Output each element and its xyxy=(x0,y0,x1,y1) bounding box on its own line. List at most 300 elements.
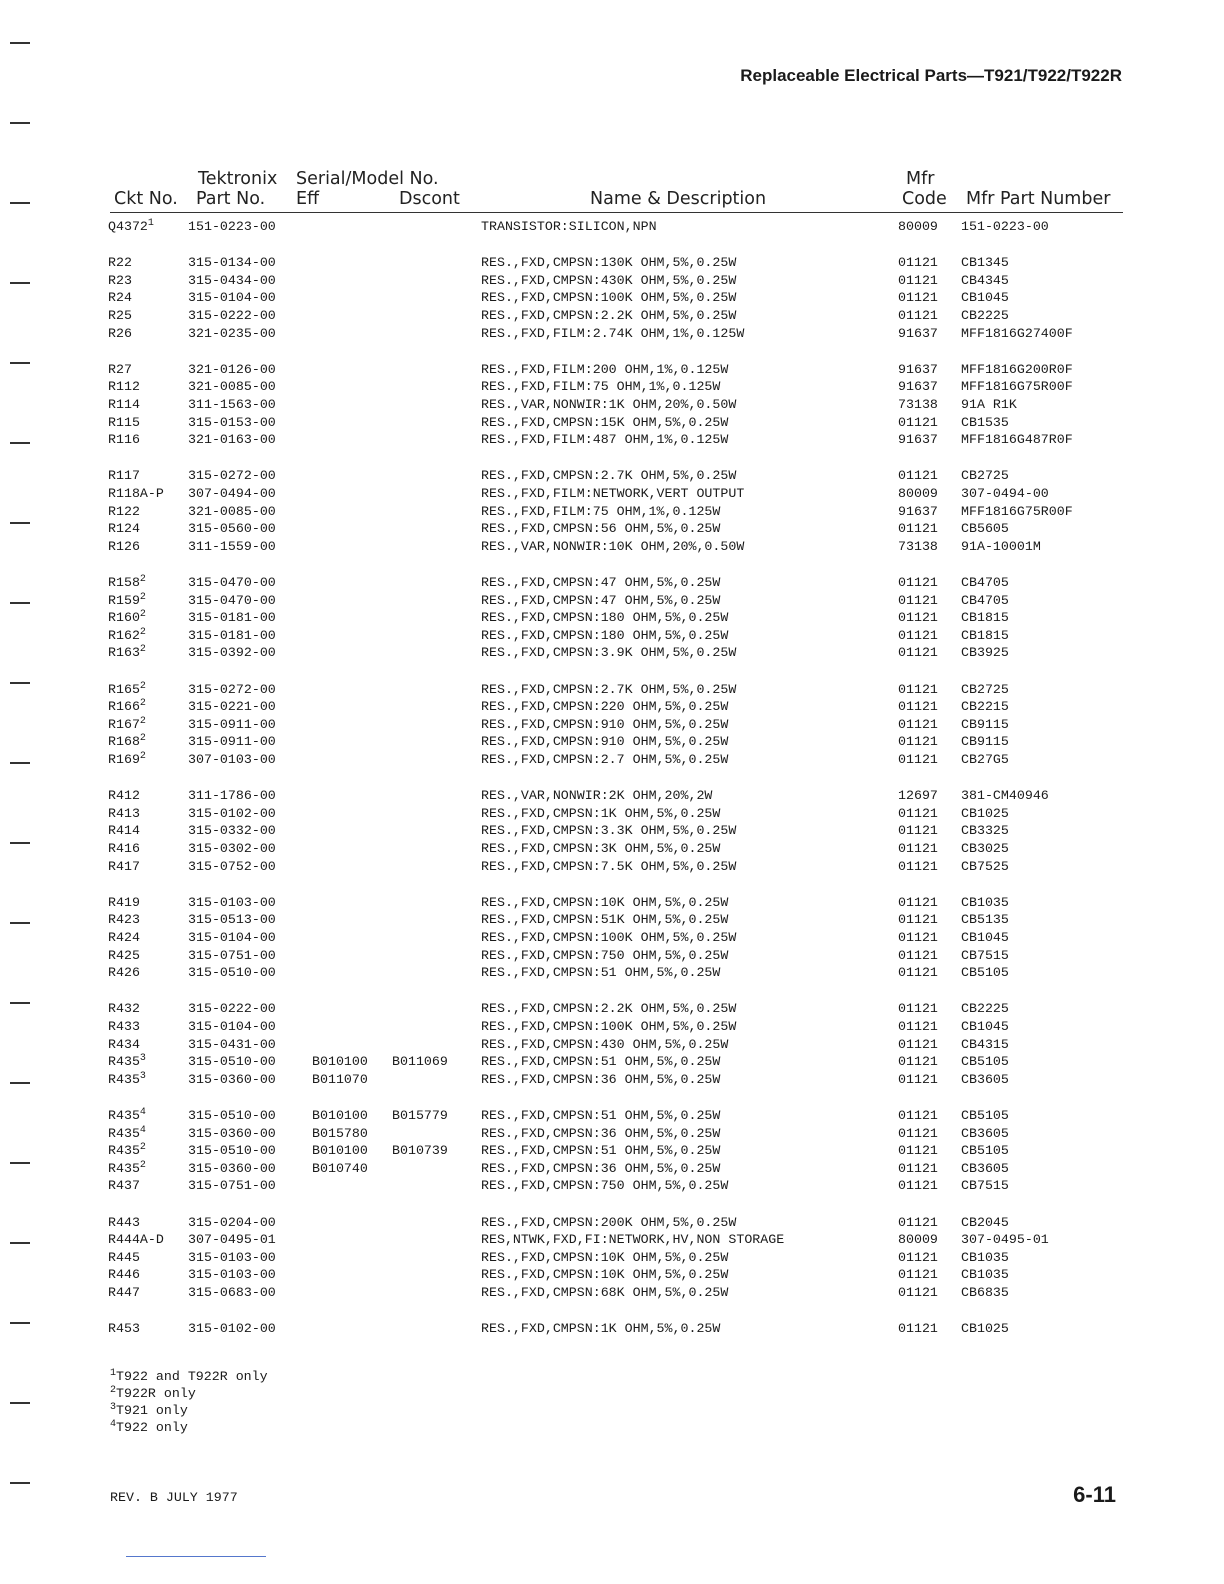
footnote: $^4$T922 only xyxy=(110,1419,188,1435)
mfr-part-number: CB2225 xyxy=(961,1001,1009,1017)
ckt-no: R23 xyxy=(108,272,132,288)
part-no: 315-0102-00 xyxy=(188,805,276,821)
col-tektronix: Tektronix xyxy=(198,169,278,189)
ckt-no: R126 xyxy=(108,538,140,554)
description: RES.,FXD,CMPSN:430 OHM,5%,0.25W xyxy=(481,1036,729,1052)
ckt-no: R27 xyxy=(108,361,132,377)
ckt-no: $R435^4$ xyxy=(108,1107,146,1123)
mfr-code: 01121 xyxy=(898,414,938,430)
ckt-no: R445 xyxy=(108,1249,140,1265)
col-code: Code xyxy=(902,189,947,209)
description: RES.,FXD,CMPSN:10K OHM,5%,0.25W xyxy=(481,1267,729,1283)
description: RES.,FXD,CMPSN:51 OHM,5%,0.25W xyxy=(481,1108,721,1123)
mfr-code: 01121 xyxy=(898,627,938,643)
mfr-code: 73138 xyxy=(898,397,938,412)
mfr-part-number: CB4345 xyxy=(961,272,1009,288)
description: RES.,FXD,FILM:2.74K OHM,1%,0.125W xyxy=(481,325,745,341)
mfr-part-number: CB7515 xyxy=(961,1178,1009,1194)
description: RES.,FXD,CMPSN:2.2K OHM,5%,0.25W xyxy=(481,308,737,323)
mfr-code: 01121 xyxy=(898,1178,938,1194)
ckt-no: R444A-D xyxy=(108,1232,164,1248)
description: RES.,FXD,FILM:75 OHM,1%,0.125W xyxy=(481,503,721,519)
description: RES.,FXD,CMPSN:3.9K OHM,5%,0.25W xyxy=(481,645,737,661)
mfr-code: 80009 xyxy=(898,1232,938,1248)
mfr-code: 01121 xyxy=(898,716,938,732)
part-no: 315-0360-00 xyxy=(188,1125,276,1141)
mfr-code: 01121 xyxy=(898,930,938,945)
part-no: 315-0272-00 xyxy=(188,681,276,697)
mfr-code: 01121 xyxy=(898,699,938,715)
mfr-part-number: CB1045 xyxy=(961,1019,1009,1034)
mfr-code: 01121 xyxy=(898,681,938,697)
mfr-code: 01121 xyxy=(898,965,938,981)
description: RES.,FXD,CMPSN:750 OHM,5%,0.25W xyxy=(481,1178,729,1194)
part-no: 315-0510-00 xyxy=(188,965,276,981)
part-no: 307-0103-00 xyxy=(188,752,276,767)
binding-mark xyxy=(10,362,30,364)
ckt-no: $R163^2$ xyxy=(108,644,146,661)
serial-dscont: B015779 xyxy=(392,1108,448,1123)
description: RES.,FXD,CMPSN:51K OHM,5%,0.25W xyxy=(481,912,729,928)
mfr-code: 01121 xyxy=(898,308,938,323)
mfr-part-number: CB3025 xyxy=(961,841,1009,856)
footnotes xyxy=(110,1368,268,1436)
col-eff: Eff xyxy=(296,189,320,209)
part-no: 315-0204-00 xyxy=(188,1214,276,1230)
part-no: 315-0510-00 xyxy=(188,1143,276,1159)
mfr-code: 01121 xyxy=(898,645,938,661)
ckt-no: R432 xyxy=(108,1001,140,1017)
description: RES.,FXD,CMPSN:910 OHM,5%,0.25W xyxy=(481,734,729,750)
ckt-no: R447 xyxy=(108,1285,140,1300)
mfr-part-number: CB6835 xyxy=(961,1285,1009,1300)
ckt-no: $R168^2$ xyxy=(108,733,146,750)
ckt-no: $R160^2$ xyxy=(108,609,146,626)
ckt-no: R124 xyxy=(108,521,140,537)
mfr-part-number: CB5105 xyxy=(961,965,1009,981)
mfr-part-number: CB1045 xyxy=(961,290,1009,306)
description: RES.,FXD,CMPSN:750 OHM,5%,0.25W xyxy=(481,947,729,963)
serial-dscont: B011069 xyxy=(392,1054,448,1070)
mfr-code: 01121 xyxy=(898,1001,938,1017)
ckt-no: R417 xyxy=(108,858,140,874)
ckt-no: $R435^3$ xyxy=(108,1070,146,1087)
mfr-code: 91637 xyxy=(898,379,938,395)
mfr-part-number: CB1025 xyxy=(961,805,1009,821)
binding-mark xyxy=(10,1242,30,1244)
mfr-part-number: 307-0494-00 xyxy=(961,486,1049,501)
description: RES.,FXD,CMPSN:51 OHM,5%,0.25W xyxy=(481,965,721,981)
binding-mark xyxy=(10,922,30,924)
col-mfr-part-number: Mfr Part Number xyxy=(966,189,1111,209)
description: RES.,FXD,CMPSN:56 OHM,5%,0.25W xyxy=(481,521,721,537)
description: RES.,FXD,CMPSN:47 OHM,5%,0.25W xyxy=(481,575,721,590)
description: RES.,FXD,CMPSN:36 OHM,5%,0.25W xyxy=(481,1160,721,1176)
ckt-no: R116 xyxy=(108,432,140,448)
ckt-no: R419 xyxy=(108,894,140,910)
mfr-code: 01121 xyxy=(898,1160,938,1176)
ckt-no: $R435^3$ xyxy=(108,1053,146,1070)
part-no: 315-0470-00 xyxy=(188,592,276,608)
ckt-no: R434 xyxy=(108,1036,140,1052)
part-no: 315-0221-00 xyxy=(188,699,276,715)
mfr-code: 01121 xyxy=(898,521,938,537)
description: RES.,FXD,CMPSN:2.7K OHM,5%,0.25W xyxy=(481,468,737,484)
description: RES.,FXD,CMPSN:36 OHM,5%,0.25W xyxy=(481,1125,721,1141)
part-no: 307-0494-00 xyxy=(188,486,276,501)
part-no: 315-0360-00 xyxy=(188,1160,276,1176)
ckt-no: R443 xyxy=(108,1214,140,1230)
mfr-part-number: CB1035 xyxy=(961,1249,1009,1265)
part-no: 315-0153-00 xyxy=(188,414,276,430)
mfr-part-number: CB4705 xyxy=(961,592,1009,608)
part-no: 315-0752-00 xyxy=(188,858,276,874)
mfr-code: 01121 xyxy=(898,255,938,271)
part-no: 315-0103-00 xyxy=(188,1267,276,1283)
ckt-no: R414 xyxy=(108,823,140,839)
mfr-code: 01121 xyxy=(898,1249,938,1265)
part-no: 315-0470-00 xyxy=(188,575,276,590)
part-no: 311-1786-00 xyxy=(188,788,276,804)
ckt-no: R413 xyxy=(108,805,140,821)
mfr-part-number: CB2725 xyxy=(961,468,1009,484)
mfr-part-number: CB1045 xyxy=(961,930,1009,945)
binding-mark xyxy=(10,842,30,844)
ckt-no: R117 xyxy=(108,468,140,484)
mfr-part-number: CB3325 xyxy=(961,823,1009,839)
part-no: 315-0560-00 xyxy=(188,521,276,537)
mfr-part-number: CB1035 xyxy=(961,1267,1009,1283)
ckt-no: R122 xyxy=(108,503,140,519)
part-no: 315-0181-00 xyxy=(188,627,276,643)
description: RES.,FXD,CMPSN:15K OHM,5%,0.25W xyxy=(481,414,729,430)
binding-mark xyxy=(10,1002,30,1004)
mfr-part-number: CB1535 xyxy=(961,414,1009,430)
part-no: 315-0392-00 xyxy=(188,645,276,661)
serial-dscont: B010739 xyxy=(392,1143,448,1159)
binding-mark xyxy=(10,602,30,604)
ckt-no: R437 xyxy=(108,1178,140,1194)
mfr-code: 01121 xyxy=(898,1125,938,1141)
part-no: 321-0085-00 xyxy=(188,503,276,519)
col-mfr: Mfr xyxy=(906,169,935,189)
part-no: 315-0510-00 xyxy=(188,1054,276,1070)
binding-mark xyxy=(10,282,30,284)
description: RES.,VAR,NONWIR:10K OHM,20%,0.50W xyxy=(481,538,745,554)
description: RES.,FXD,CMPSN:47 OHM,5%,0.25W xyxy=(481,592,721,608)
mfr-code: 01121 xyxy=(898,912,938,928)
description: RES.,FXD,CMPSN:2.7 OHM,5%,0.25W xyxy=(481,752,729,767)
ckt-no: R26 xyxy=(108,325,132,341)
footnote: $^3$T921 only xyxy=(110,1402,188,1418)
mfr-code: 01121 xyxy=(898,1054,938,1070)
mfr-part-number: CB1035 xyxy=(961,894,1009,910)
mfr-code: 01121 xyxy=(898,1071,938,1087)
part-no: 315-0222-00 xyxy=(188,308,276,323)
mfr-code: 01121 xyxy=(898,1036,938,1052)
part-no: 315-0104-00 xyxy=(188,1019,276,1034)
mfr-part-number: CB5605 xyxy=(961,521,1009,537)
part-no: 315-0751-00 xyxy=(188,1178,276,1194)
part-no: 315-0181-00 xyxy=(188,610,276,626)
serial-eff: B010100 xyxy=(312,1108,368,1123)
part-no: 311-1559-00 xyxy=(188,538,276,554)
mfr-part-number: CB4705 xyxy=(961,575,1009,590)
mfr-part-number: CB9115 xyxy=(961,716,1009,732)
page-number: 6-11 xyxy=(1073,1482,1116,1507)
description: RES.,FXD,FILM:200 OHM,1%,0.125W xyxy=(481,361,729,377)
description: RES.,FXD,CMPSN:180 OHM,5%,0.25W xyxy=(481,627,729,643)
ckt-no: R114 xyxy=(108,397,140,412)
binding-mark xyxy=(10,762,30,764)
part-no: 311-1563-00 xyxy=(188,397,276,412)
description: RES.,FXD,CMPSN:220 OHM,5%,0.25W xyxy=(481,699,729,715)
description: RES.,FXD,CMPSN:910 OHM,5%,0.25W xyxy=(481,716,729,732)
part-no: 321-0085-00 xyxy=(188,379,276,395)
col-name-description: Name & Description xyxy=(590,189,767,209)
ckt-no: R423 xyxy=(108,912,140,928)
footnote: $^2$T922R only xyxy=(110,1385,196,1401)
page-header-title: Replaceable Electrical Parts—T921/T922/T922R xyxy=(740,66,1122,85)
description: RES.,FXD,CMPSN:1K OHM,5%,0.25W xyxy=(481,1321,721,1337)
ckt-no: $R435^2$ xyxy=(108,1142,146,1159)
binding-mark xyxy=(10,1402,30,1404)
mfr-part-number: CB7515 xyxy=(961,947,1009,963)
mfr-part-number: CB2225 xyxy=(961,308,1009,323)
part-no: 315-0103-00 xyxy=(188,894,276,910)
description: RES.,VAR,NONWIR:2K OHM,20%,2W xyxy=(481,788,713,804)
binding-mark xyxy=(10,442,30,444)
mfr-part-number: 91A-10001M xyxy=(961,538,1041,554)
binding-mark xyxy=(10,202,30,204)
mfr-code: 01121 xyxy=(898,823,938,839)
ckt-no: $R435^2$ xyxy=(108,1159,146,1176)
col-serial-model: Serial/Model No. xyxy=(296,169,439,189)
mfr-code: 01121 xyxy=(898,575,938,590)
description: RES.,FXD,FILM:75 OHM,1%,0.125W xyxy=(481,379,721,395)
part-no: 315-0104-00 xyxy=(188,930,276,945)
mfr-part-number: CB1345 xyxy=(961,255,1009,271)
ckt-no: $R167^2$ xyxy=(108,715,146,732)
mfr-part-number: CB7525 xyxy=(961,858,1009,874)
description: RES.,FXD,CMPSN:130K OHM,5%,0.25W xyxy=(481,255,737,271)
description: RES.,FXD,CMPSN:51 OHM,5%,0.25W xyxy=(481,1054,721,1070)
ckt-no: R446 xyxy=(108,1267,140,1283)
serial-eff: B010740 xyxy=(312,1160,368,1176)
mfr-code: 01121 xyxy=(898,1285,938,1300)
ckt-no: R115 xyxy=(108,414,140,430)
description: RES.,FXD,CMPSN:36 OHM,5%,0.25W xyxy=(481,1071,721,1087)
mfr-code: 80009 xyxy=(898,219,938,234)
description: RES.,FXD,CMPSN:180 OHM,5%,0.25W xyxy=(481,610,729,626)
ckt-no: R118A-P xyxy=(108,486,164,501)
ckt-no: R453 xyxy=(108,1321,140,1337)
description: RES.,FXD,CMPSN:3K OHM,5%,0.25W xyxy=(481,841,721,856)
part-no: 151-0223-00 xyxy=(188,219,276,234)
ckt-no: R412 xyxy=(108,788,140,804)
mfr-part-number: CB4315 xyxy=(961,1036,1009,1052)
footnote: $^1$T922 and T922R only xyxy=(110,1368,268,1384)
part-no: 315-0302-00 xyxy=(188,841,276,856)
mfr-code: 73138 xyxy=(898,538,938,554)
binding-mark xyxy=(10,1322,30,1324)
part-no: 315-0911-00 xyxy=(188,734,276,750)
mfr-part-number: CB9115 xyxy=(961,734,1009,750)
part-no: 315-0911-00 xyxy=(188,716,276,732)
col-ckt-no: Ckt No. xyxy=(114,189,178,209)
part-no: 321-0163-00 xyxy=(188,432,276,448)
description: RES.,FXD,CMPSN:2.7K OHM,5%,0.25W xyxy=(481,681,737,697)
binding-mark xyxy=(10,1162,30,1164)
mfr-part-number: MFF1816G487R0F xyxy=(961,432,1073,448)
description: RES.,FXD,CMPSN:100K OHM,5%,0.25W xyxy=(481,930,737,945)
col-part-no: Part No. xyxy=(196,189,266,209)
mfr-code: 01121 xyxy=(898,290,938,306)
part-no: 307-0495-01 xyxy=(188,1232,276,1248)
mfr-part-number: 151-0223-00 xyxy=(961,219,1049,234)
description: RES.,FXD,CMPSN:10K OHM,5%,0.25W xyxy=(481,894,729,910)
ckt-no: R24 xyxy=(108,290,132,306)
description: RES.,FXD,CMPSN:100K OHM,5%,0.25W xyxy=(481,290,737,306)
mfr-part-number: CB2045 xyxy=(961,1214,1009,1230)
mfr-code: 91637 xyxy=(898,503,938,519)
mfr-part-number: CB3605 xyxy=(961,1160,1009,1176)
part-no: 315-0332-00 xyxy=(188,823,276,839)
description: RES.,FXD,CMPSN:10K OHM,5%,0.25W xyxy=(481,1249,729,1265)
part-no: 315-0683-00 xyxy=(188,1285,276,1300)
binding-mark xyxy=(10,522,30,524)
description: RES,NTWK,FXD,FI:NETWORK,HV,NON STORAGE xyxy=(481,1232,785,1248)
binding-mark xyxy=(10,122,30,124)
mfr-code: 01121 xyxy=(898,841,938,856)
col-dscont: Dscont xyxy=(399,189,460,209)
serial-eff: B015780 xyxy=(312,1125,368,1141)
description: RES.,FXD,CMPSN:3.3K OHM,5%,0.25W xyxy=(481,823,737,839)
mfr-part-number: CB2215 xyxy=(961,699,1009,715)
mfr-part-number: CB5105 xyxy=(961,1108,1009,1123)
binding-mark xyxy=(10,1482,30,1484)
scan-artifact-line xyxy=(126,1556,266,1557)
part-no: 315-0104-00 xyxy=(188,290,276,306)
mfr-code: 91637 xyxy=(898,432,938,448)
mfr-part-number: CB5105 xyxy=(961,1054,1009,1070)
description: RES.,FXD,FILM:NETWORK,VERT OUTPUT xyxy=(481,486,745,501)
mfr-part-number: CB1815 xyxy=(961,627,1009,643)
binding-mark xyxy=(10,682,30,684)
mfr-code: 01121 xyxy=(898,272,938,288)
description: RES.,FXD,CMPSN:51 OHM,5%,0.25W xyxy=(481,1143,721,1159)
mfr-code: 01121 xyxy=(898,1019,938,1034)
mfr-code: 01121 xyxy=(898,858,938,874)
ckt-no: $R166^2$ xyxy=(108,698,146,715)
mfr-part-number: MFF1816G75R00F xyxy=(961,503,1073,519)
mfr-part-number: MFF1816G75R00F xyxy=(961,379,1073,395)
serial-eff: B010100 xyxy=(312,1143,368,1159)
mfr-part-number: CB2725 xyxy=(961,681,1009,697)
mfr-code: 01121 xyxy=(898,947,938,963)
mfr-code: 80009 xyxy=(898,486,938,501)
mfr-code: 01121 xyxy=(898,1214,938,1230)
description: RES.,FXD,CMPSN:1K OHM,5%,0.25W xyxy=(481,805,721,821)
ckt-no: R424 xyxy=(108,930,140,945)
description: RES.,FXD,CMPSN:430K OHM,5%,0.25W xyxy=(481,272,737,288)
mfr-part-number: CB1025 xyxy=(961,1321,1009,1337)
part-no: 315-0434-00 xyxy=(188,272,276,288)
ckt-no: $R169^2$ xyxy=(108,751,146,767)
part-no: 315-0102-00 xyxy=(188,1321,276,1337)
mfr-part-number: MFF1816G200R0F xyxy=(961,361,1073,377)
part-no: 315-0513-00 xyxy=(188,912,276,928)
mfr-code: 01121 xyxy=(898,1267,938,1283)
part-no: 315-0510-00 xyxy=(188,1108,276,1123)
revision-date: REV. B JULY 1977 xyxy=(110,1490,238,1505)
ckt-no: Q4372$^1$ xyxy=(108,218,154,234)
mfr-code: 01121 xyxy=(898,468,938,484)
mfr-code: 01121 xyxy=(898,752,938,767)
ckt-no: $R158^2$ xyxy=(108,574,146,590)
part-no: 321-0235-00 xyxy=(188,325,276,341)
binding-mark xyxy=(10,42,30,44)
serial-eff: B011070 xyxy=(312,1071,368,1087)
mfr-code: 01121 xyxy=(898,1321,938,1337)
ckt-no: $R435^4$ xyxy=(108,1124,146,1141)
mfr-part-number: CB5135 xyxy=(961,912,1009,928)
part-no: 321-0126-00 xyxy=(188,361,276,377)
mfr-code: 01121 xyxy=(898,734,938,750)
mfr-part-number: 307-0495-01 xyxy=(961,1232,1049,1248)
serial-eff: B010100 xyxy=(312,1054,368,1070)
part-no: 315-0751-00 xyxy=(188,947,276,963)
ckt-no: R426 xyxy=(108,965,140,981)
ckt-no: R112 xyxy=(108,379,140,395)
ckt-no: R416 xyxy=(108,841,140,856)
description: RES.,VAR,NONWIR:1K OHM,20%,0.50W xyxy=(481,397,737,412)
mfr-code: 01121 xyxy=(898,805,938,821)
binding-mark xyxy=(10,1082,30,1084)
mfr-code: 01121 xyxy=(898,894,938,910)
mfr-code: 01121 xyxy=(898,592,938,608)
description: RES.,FXD,CMPSN:100K OHM,5%,0.25W xyxy=(481,1019,737,1034)
description: RES.,FXD,FILM:487 OHM,1%,0.125W xyxy=(481,432,729,448)
mfr-code: 01121 xyxy=(898,1108,938,1123)
ckt-no: R25 xyxy=(108,308,132,323)
mfr-part-number: 91A R1K xyxy=(961,397,1017,412)
mfr-part-number: MFF1816G27400F xyxy=(961,325,1073,341)
ckt-no: $R165^2$ xyxy=(108,680,146,697)
mfr-part-number: CB5105 xyxy=(961,1143,1009,1159)
description: RES.,FXD,CMPSN:200K OHM,5%,0.25W xyxy=(481,1214,737,1230)
mfr-part-number: 381-CM40946 xyxy=(961,788,1049,804)
mfr-code: 91637 xyxy=(898,325,938,341)
description: TRANSISTOR:SILICON,NPN xyxy=(481,219,657,234)
part-no: 315-0272-00 xyxy=(188,468,276,484)
ckt-no: R22 xyxy=(108,255,132,271)
mfr-part-number: CB3925 xyxy=(961,645,1009,661)
part-no: 315-0134-00 xyxy=(188,255,276,271)
description: RES.,FXD,CMPSN:7.5K OHM,5%,0.25W xyxy=(481,858,737,874)
ckt-no: $R159^2$ xyxy=(108,591,146,608)
part-no: 315-0103-00 xyxy=(188,1249,276,1265)
mfr-code: 01121 xyxy=(898,1143,938,1159)
description: RES.,FXD,CMPSN:68K OHM,5%,0.25W xyxy=(481,1285,729,1300)
mfr-part-number: CB3605 xyxy=(961,1125,1009,1141)
description: RES.,FXD,CMPSN:2.2K OHM,5%,0.25W xyxy=(481,1001,737,1017)
ckt-no: $R162^2$ xyxy=(108,626,146,643)
mfr-code: 12697 xyxy=(898,788,938,804)
mfr-code: 91637 xyxy=(898,361,938,377)
mfr-part-number: CB3605 xyxy=(961,1071,1009,1087)
mfr-code: 01121 xyxy=(898,610,938,626)
